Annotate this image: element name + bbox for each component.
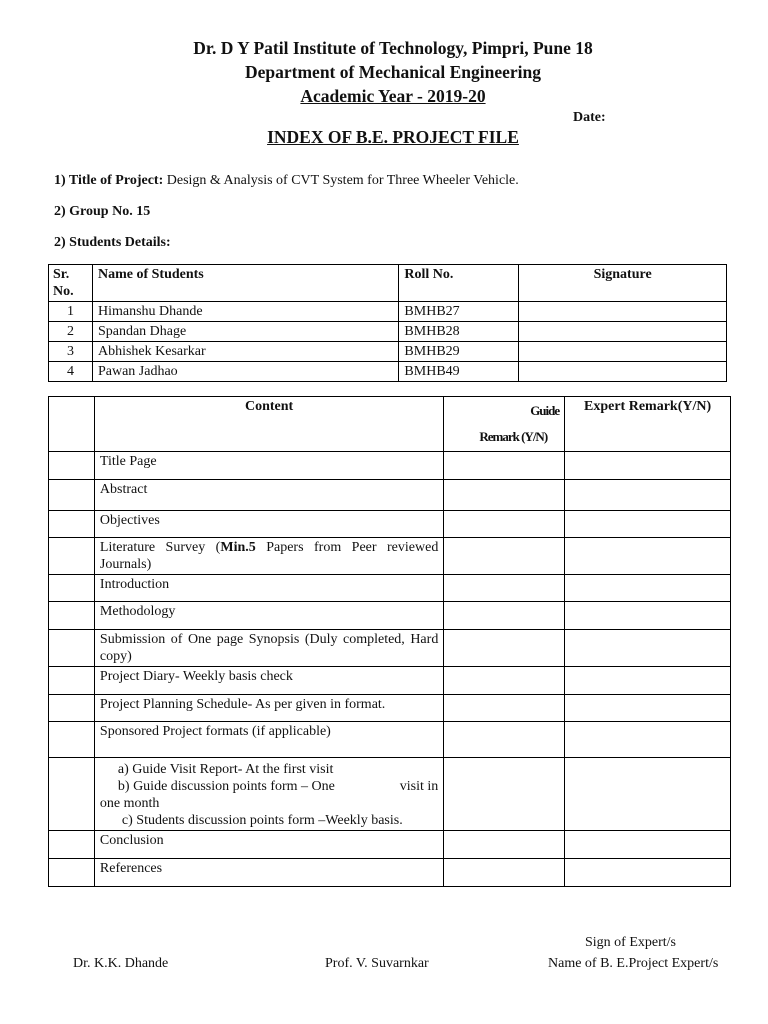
expert-remark-cell <box>565 695 731 722</box>
guide-remark-cell <box>444 480 565 511</box>
name-cell: Pawan Jadhao <box>92 362 398 382</box>
table-row <box>49 859 731 887</box>
signature-cell <box>519 342 727 362</box>
expert-remark-cell <box>565 630 731 667</box>
students-table <box>48 264 727 382</box>
content-cell: Project Diary- Weekly basis check <box>94 667 443 695</box>
guide-discussion-text: b) Guide discussion points form – One <box>117 779 335 794</box>
date-label: Date: <box>573 110 606 125</box>
guide-remark-cell <box>444 452 565 480</box>
expert-remark-cell <box>565 758 731 831</box>
roll-cell: BMHB27 <box>399 302 519 322</box>
guide-remark-cell <box>444 667 565 695</box>
table-row <box>49 322 727 342</box>
academic-year <box>0 86 768 107</box>
content-cell <box>94 758 443 831</box>
guide-remark-cell <box>444 758 565 831</box>
sr-cell: 1 <box>49 302 93 322</box>
table-row <box>49 758 731 831</box>
institute-name: Dr. D Y Patil Institute of Technology, Pimpri, Pune 18 <box>193 38 593 58</box>
empty-cell <box>49 511 95 538</box>
header-guide-remark <box>444 397 565 452</box>
expert-remark-cell <box>565 722 731 758</box>
table-row <box>49 630 731 667</box>
sr-cell: 2 <box>49 322 93 342</box>
table-row <box>49 695 731 722</box>
guide-remark-cell <box>444 695 565 722</box>
expert-remark-cell <box>565 480 731 511</box>
guide-discussion-line <box>100 778 438 795</box>
table-row <box>49 452 731 480</box>
signature-cell <box>519 322 727 342</box>
sr-cell: 4 <box>49 362 93 382</box>
expert-remark-cell <box>565 538 731 575</box>
roll-cell: BMHB29 <box>399 342 519 362</box>
content-cell <box>94 538 443 575</box>
lit-survey-post: Papers from Peer reviewed Journals) <box>99 540 439 572</box>
empty-cell <box>49 859 95 887</box>
expert-name-label: Name of B. E.Project Expert/s <box>548 956 719 971</box>
table-row <box>49 831 731 859</box>
students-table-header <box>49 265 727 302</box>
header-name: Name of Students <box>92 265 398 302</box>
students-details-label: 2) Students Details: <box>54 235 171 250</box>
header-roll: Roll No. <box>399 265 519 302</box>
empty-cell <box>49 397 95 452</box>
content-cell: Introduction <box>94 575 443 602</box>
remark-label: Remark (Y/N) <box>479 429 548 444</box>
table-row <box>49 667 731 695</box>
academic-year-text: Academic Year - 2019-20 <box>300 86 486 106</box>
expert-remark-cell <box>565 859 731 887</box>
guide-visit-line: a) Guide Visit Report- At the first visit <box>117 762 334 777</box>
guide-remark-cell <box>444 511 565 538</box>
expert-remark-cell <box>565 667 731 695</box>
roll-cell: BMHB49 <box>399 362 519 382</box>
content-cell: Conclusion <box>94 831 443 859</box>
doc-title <box>0 127 768 148</box>
empty-cell <box>49 667 95 695</box>
guide-remark-cell <box>444 831 565 859</box>
sr-cell: 3 <box>49 342 93 362</box>
lit-survey-min: Min.5 <box>220 540 256 555</box>
guide-remark-cell <box>444 630 565 667</box>
content-table <box>48 396 731 887</box>
guide-remark-cell <box>444 859 565 887</box>
guide-remark-cell <box>444 575 565 602</box>
table-row <box>49 480 731 511</box>
signatory-1: Dr. K.K. Dhande <box>73 956 169 971</box>
name-cell: Himanshu Dhande <box>92 302 398 322</box>
header-sr-no: Sr. No. <box>49 265 93 302</box>
content-cell: Methodology <box>94 602 443 630</box>
table-row <box>49 302 727 322</box>
table-row <box>49 575 731 602</box>
empty-cell <box>49 630 95 667</box>
table-row <box>49 722 731 758</box>
lit-survey-pre: Literature Survey ( <box>99 540 221 555</box>
content-cell: Submission of One page Synopsis (Duly completed, Hard copy) <box>94 630 443 667</box>
header-content: Content <box>94 397 443 452</box>
project-title-line <box>54 173 519 189</box>
signature-cell <box>519 302 727 322</box>
content-cell: Abstract <box>94 480 443 511</box>
project-title-label: 1) Title of Project: <box>54 173 164 188</box>
roll-cell: BMHB28 <box>399 322 519 342</box>
table-row <box>49 511 731 538</box>
empty-cell <box>49 575 95 602</box>
empty-cell <box>49 480 95 511</box>
guide-remark-cell <box>444 602 565 630</box>
table-row <box>49 538 731 575</box>
signatory-2: Prof. V. Suvarnkar <box>325 956 429 971</box>
expert-remark-cell <box>565 602 731 630</box>
name-cell: Abhishek Kesarkar <box>92 342 398 362</box>
header-expert-remark: Expert Remark(Y/N) <box>565 397 731 452</box>
empty-cell <box>49 538 95 575</box>
doc-title-text: INDEX OF B.E. PROJECT FILE <box>267 127 519 147</box>
content-cell: Objectives <box>94 511 443 538</box>
content-cell: Title Page <box>94 452 443 480</box>
department-name: Department of Mechanical Engineering <box>245 62 541 82</box>
empty-cell <box>49 831 95 859</box>
empty-cell <box>49 722 95 758</box>
student-discussion-line: c) Students discussion points form –Weekly basis. <box>121 813 403 828</box>
group-number: 2) Group No. 15 <box>54 204 151 219</box>
header-signature: Signature <box>519 265 727 302</box>
table-row <box>49 602 731 630</box>
expert-remark-cell <box>565 831 731 859</box>
content-cell: References <box>94 859 443 887</box>
content-cell: Project Planning Schedule- As per given in format. <box>94 695 443 722</box>
table-row <box>49 362 727 382</box>
empty-cell <box>49 695 95 722</box>
signature-cell <box>519 362 727 382</box>
empty-cell <box>49 758 95 831</box>
guide-remark-cell <box>444 722 565 758</box>
table-row <box>49 342 727 362</box>
empty-cell <box>49 602 95 630</box>
content-table-header <box>49 397 731 452</box>
guide-discussion-visit: visit in <box>399 779 439 794</box>
expert-remark-cell <box>565 575 731 602</box>
sign-of-expert: Sign of Expert/s <box>585 935 676 950</box>
empty-cell <box>49 452 95 480</box>
guide-remark-cell <box>444 538 565 575</box>
content-cell: Sponsored Project formats (if applicable) <box>94 722 443 758</box>
expert-remark-cell <box>565 452 731 480</box>
guide-discussion-cont: one month <box>99 796 160 811</box>
guide-label: Guide <box>530 403 560 418</box>
expert-remark-cell <box>565 511 731 538</box>
project-title-value: Design & Analysis of CVT System for Three Wheeler Vehicle. <box>166 173 519 188</box>
name-cell: Spandan Dhage <box>92 322 398 342</box>
